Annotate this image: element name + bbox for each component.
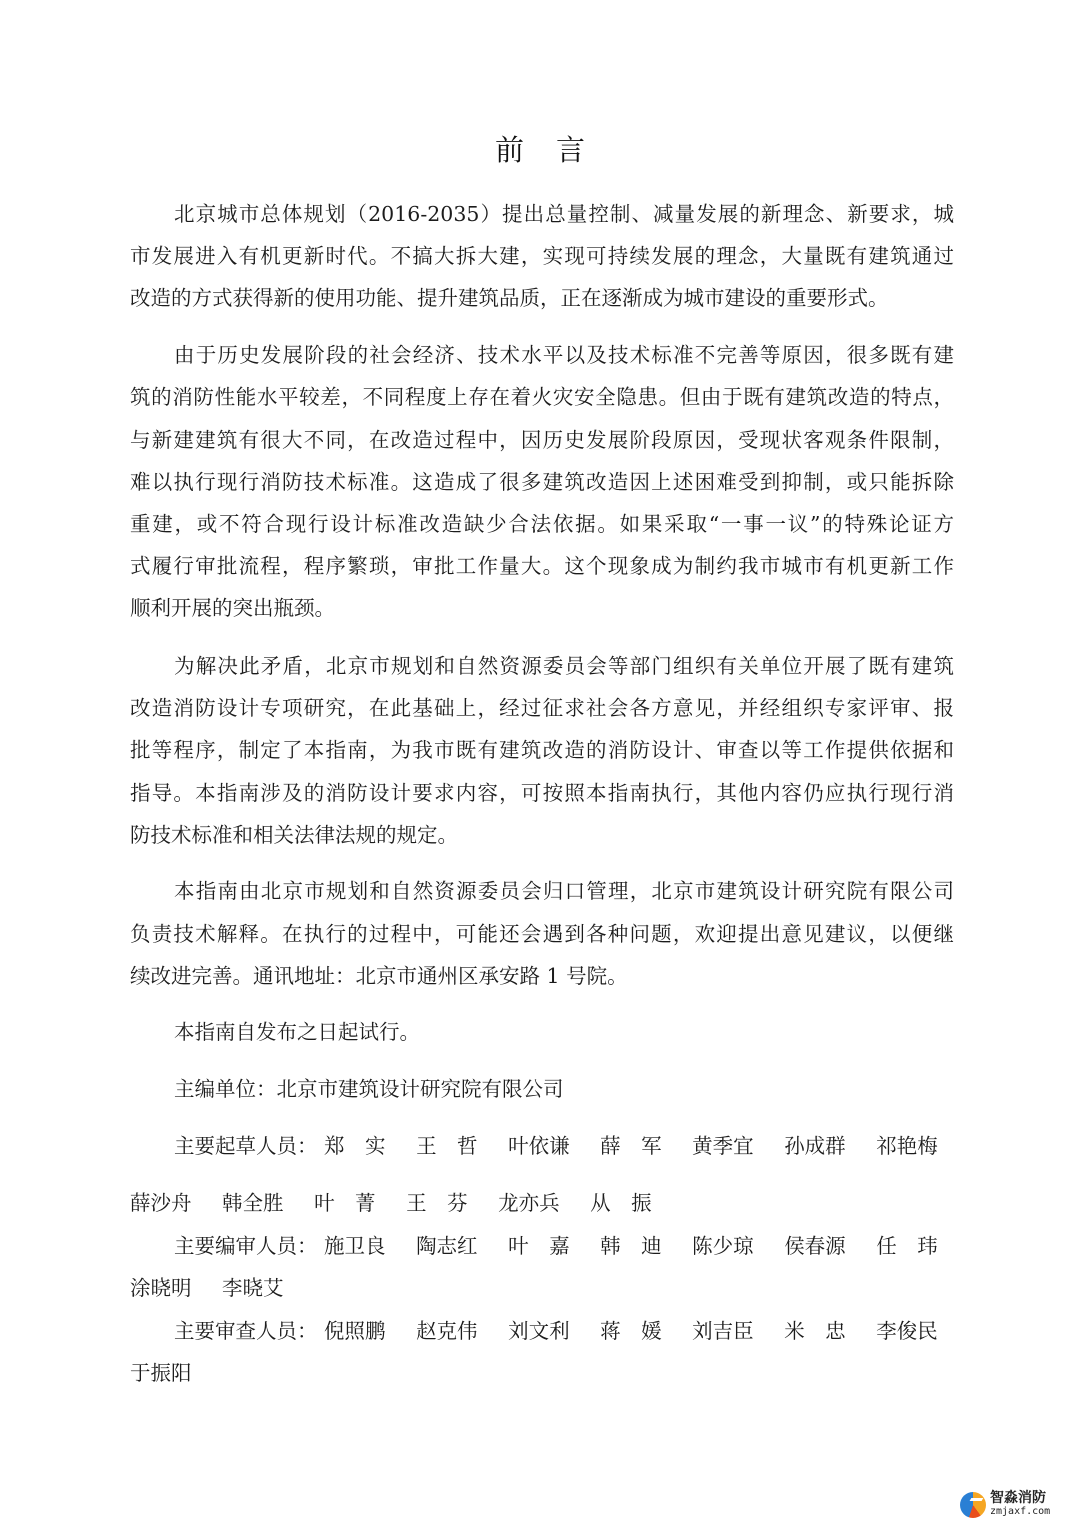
editor-name: 韩 迪 xyxy=(600,1234,662,1258)
editor-name: 陈少琼 xyxy=(692,1234,754,1258)
reviewers-label: 主要审查人员： xyxy=(174,1319,318,1343)
paragraph-4-line-3: 续改进完善。通讯地址：北京市通州区承安路 1 号院。 xyxy=(130,964,628,988)
chief-editor-unit: 主编单位：北京市建筑设计研究院有限公司 xyxy=(174,1077,564,1101)
reviewer-name: 于振阳 xyxy=(130,1361,192,1385)
paragraph-2-line-3: 与新建建筑有很大不同，在改造过程中，因历史发展阶段原因，受现状客观条件限制， xyxy=(130,428,954,452)
reviewer-name: 蒋 媛 xyxy=(600,1319,662,1343)
editor-name: 任 玮 xyxy=(876,1234,938,1258)
drafters-line-1 xyxy=(174,1133,962,1159)
trial-statement: 本指南自发布之日起试行。 xyxy=(174,1020,420,1044)
paragraph-3-line-3: 批等程序，制定了本指南，为我市既有建筑改造的消防设计、审查以等工作提供依据和 xyxy=(130,738,954,762)
drafters-label: 主要起草人员： xyxy=(174,1134,318,1158)
drafter-name: 薛沙舟 xyxy=(130,1191,192,1215)
editor-name: 施卫良 xyxy=(324,1234,386,1258)
page-title: 前言 xyxy=(494,133,617,167)
reviewers-line-1 xyxy=(174,1318,962,1344)
paragraph-4-line-2: 负责技术解释。在执行的过程中，可能还会遇到各种问题，欢迎提出意见建议，以便继 xyxy=(130,922,954,946)
paragraph-1-line-1: 北京城市总体规划（2016-2035）提出总量控制、减量发展的新理念、新要求，城 xyxy=(174,202,954,226)
drafter-name: 王 芬 xyxy=(406,1191,468,1215)
reviewer-name: 米 忠 xyxy=(784,1319,846,1343)
drafter-name: 叶依谦 xyxy=(508,1134,570,1158)
reviewer-name: 李俊民 xyxy=(876,1319,938,1343)
reviewers-line-2 xyxy=(130,1360,216,1386)
editor-name: 叶 嘉 xyxy=(508,1234,570,1258)
paragraph-2-line-7: 顺利开展的突出瓶颈。 xyxy=(130,596,335,620)
drafter-name: 郑 实 xyxy=(324,1134,386,1158)
paragraph-1-line-2: 市发展进入有机更新时代。不搞大拆大建，实现可持续发展的理念，大量既有建筑通过 xyxy=(130,244,954,268)
editors-label: 主要编审人员： xyxy=(174,1234,318,1258)
drafter-name: 韩全胜 xyxy=(222,1191,284,1215)
watermark-name: 智淼消防 xyxy=(990,1490,1046,1506)
drafter-name: 薛 军 xyxy=(600,1134,662,1158)
paragraph-2-line-6: 式履行审批流程，程序繁琐，审批工作量大。这个现象成为制约我市城市有机更新工作 xyxy=(130,554,954,578)
paragraph-3-line-2: 改造消防设计专项研究，在此基础上，经过征求社会各方意见，并经组织专家评审、报 xyxy=(130,696,954,720)
editors-line-2 xyxy=(130,1275,308,1301)
brand-logo-icon xyxy=(960,1492,986,1518)
editor-name: 涂晓明 xyxy=(130,1276,192,1300)
drafter-name: 从 振 xyxy=(590,1191,652,1215)
editor-name: 陶志红 xyxy=(416,1234,478,1258)
reviewer-name: 赵克伟 xyxy=(416,1319,478,1343)
editors-line-1 xyxy=(174,1233,962,1259)
editor-name: 侯春源 xyxy=(784,1234,846,1258)
paragraph-2-line-4: 难以执行现行消防技术标准。这造成了很多建筑改造因上述困难受到抑制，或只能拆除 xyxy=(130,470,954,494)
drafter-name: 龙亦兵 xyxy=(498,1191,560,1215)
drafters-line-2 xyxy=(130,1190,676,1216)
drafter-name: 黄季宜 xyxy=(692,1134,754,1158)
watermark-url: zmjaxf.com xyxy=(990,1506,1051,1517)
paragraph-2-line-1: 由于历史发展阶段的社会经济、技术水平以及技术标准不完善等原因，很多既有建 xyxy=(174,343,954,367)
paragraph-3-line-5: 防技术标准和相关法律法规的规定。 xyxy=(130,823,458,847)
reviewer-name: 倪照鹏 xyxy=(324,1319,386,1343)
drafter-name: 孙成群 xyxy=(784,1134,846,1158)
reviewer-name: 刘文利 xyxy=(508,1319,570,1343)
watermark xyxy=(950,1484,1080,1526)
paragraph-1-line-3: 改造的方式获得新的使用功能、提升建筑品质，正在逐渐成为城市建设的重要形式。 xyxy=(130,286,889,310)
drafter-name: 祁艳梅 xyxy=(876,1134,938,1158)
paragraph-3-line-1: 为解决此矛盾，北京市规划和自然资源委员会等部门组织有关单位开展了既有建筑 xyxy=(174,654,954,678)
drafter-name: 叶 菁 xyxy=(314,1191,376,1215)
reviewer-name: 刘吉臣 xyxy=(692,1319,754,1343)
paragraph-3-line-4: 指导。本指南涉及的消防设计要求内容，可按照本指南执行，其他内容仍应执行现行消 xyxy=(130,781,954,805)
paragraph-2-line-2: 筑的消防性能水平较差，不同程度上存在着火灾安全隐患。但由于既有建筑改造的特点， xyxy=(130,385,954,409)
paragraph-4-line-1: 本指南由北京市规划和自然资源委员会归口管理，北京市建筑设计研究院有限公司 xyxy=(174,879,954,903)
editor-name: 李晓艾 xyxy=(222,1276,284,1300)
paragraph-2-line-5: 重建，或不符合现行设计标准改造缺少合法依据。如果采取“一事一议”的特殊论证方 xyxy=(130,512,954,536)
drafter-name: 王 哲 xyxy=(416,1134,478,1158)
